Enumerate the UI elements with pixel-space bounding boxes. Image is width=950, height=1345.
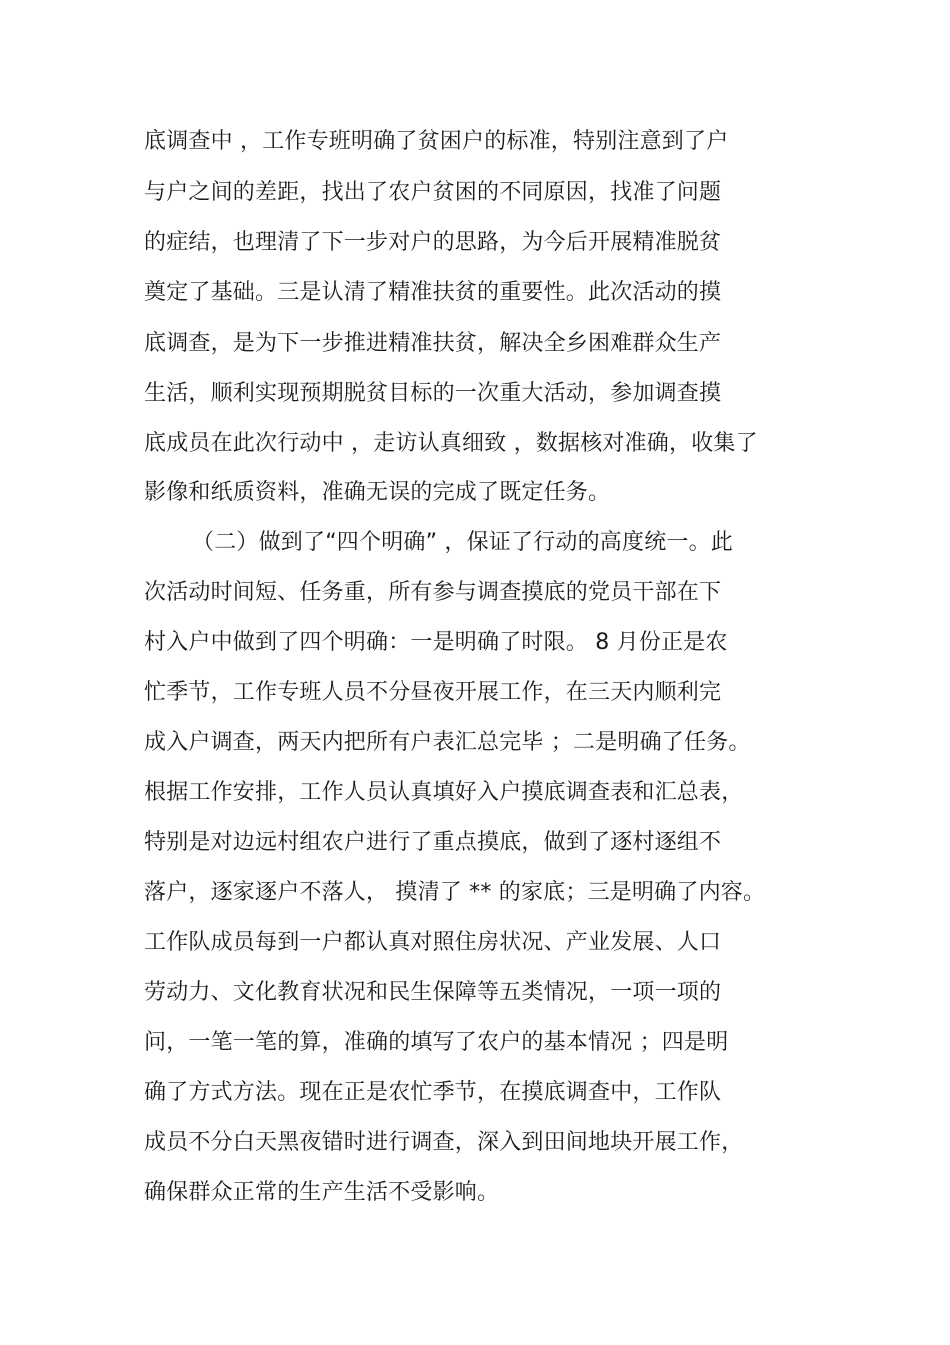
text-line: 忙季节，工作专班人员不分昼夜开展工作，在三天内顺利完 (144, 680, 722, 705)
text-line: 特别是对边远村组农户进行了重点摸底，做到了逐村逐组不 (144, 830, 722, 855)
text-line: 次活动时间短、任务重，所有参与调查摸底的党员干部在下 (144, 580, 722, 605)
text-line: 确了方式方法。现在正是农忙季节，在摸底调查中，工作队 (144, 1080, 722, 1105)
text-line: 根据工作安排，工作人员认真填好入户摸底调查表和汇总表， (144, 780, 744, 805)
text-line: 奠定了基础。三是认清了精准扶贫的重要性。此次活动的摸 (144, 280, 722, 305)
text-line: 生活，顺利实现预期脱贫目标的一次重大活动，参加调查摸 (144, 381, 722, 406)
text-line: 底成员在此次行动中 ，走访认真细致 ，数据核对准确，收集了 (144, 431, 758, 456)
text-line: 与户之间的差距，找出了农户贫困的不同原因，找准了问题 (144, 180, 722, 205)
text-line: 底调查，是为下一步推进精准扶贫，解决全乡困难群众生产 (144, 331, 722, 356)
paragraph-heading-line: （二）做到了“四个明确” ，保证了行动的高度统一。此 (192, 530, 733, 555)
text-line: 影像和纸质资料，准确无误的完成了既定任务。 (144, 480, 611, 505)
text-line: 的症结，也理清了下一步对户的思路，为今后开展精准脱贫 (144, 230, 722, 255)
text-line: 底调查中 ，工作专班明确了贫困户的标准，特别注意到了户 (144, 129, 729, 154)
text-line: 工作队成员每到一户都认真对照住房状况、产业发展、人口 (144, 930, 722, 955)
text-line: 成入户调查，两天内把所有户表汇总完毕 ；二是明确了任务。 (144, 730, 751, 755)
text-line: 落户，逐家逐户不落人， 摸清了 ** 的家底；三是明确了内容。 (144, 880, 766, 905)
text-line: 确保群众正常的生产生活不受影响。 (144, 1180, 500, 1205)
text-line: 问，一笔一笔的算，准确的填写了农户的基本情况 ；四是明 (144, 1030, 729, 1055)
text-line: 劳动力、文化教育状况和民生保障等五类情况，一项一项的 (144, 980, 722, 1005)
text-line: 成员不分白天黑夜错时进行调查，深入到田间地块开展工作， (144, 1130, 744, 1155)
text-line: 村入户中做到了四个明确：一是明确了时限。 8 月份正是农 (144, 630, 728, 655)
